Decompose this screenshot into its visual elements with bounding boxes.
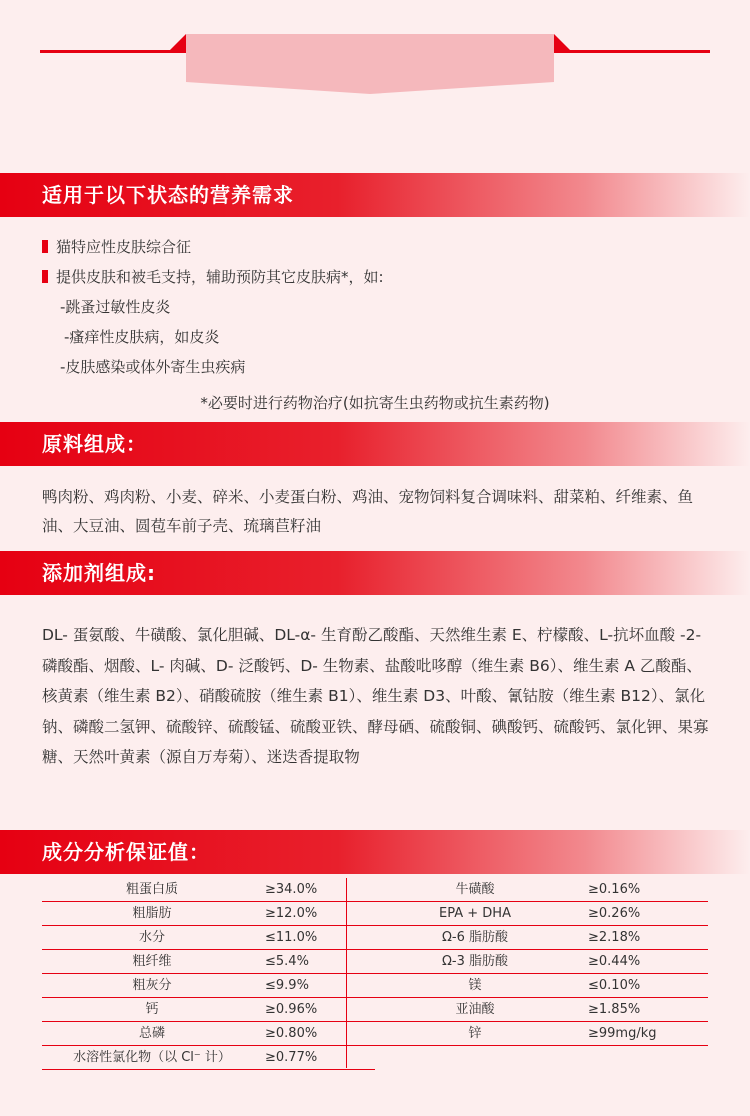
table-row: 牛磺酸 ≥0.16% <box>375 878 708 902</box>
section-title-ingredients: 原料组成： <box>42 432 147 456</box>
table-row: 钙 ≥0.96% <box>42 998 375 1022</box>
table-row: 锌 ≥99mg/kg <box>375 1022 708 1046</box>
additives-text: DL- 蛋氨酸、牛磺酸、氯化胆碱、DL-α- 生育酚乙酸酯、天然维生素 E、柠檬酸、L-抗坏血酸 -2- 磷酸酯、烟酸、L- 肉碱、D- 泛酸钙、D- 生物素、盐酸吡哆醇（维生素 B6）、维生素 A 乙酸酯、核黄素（维生素 B2）、硝酸硫胺（维生素 B1）、维生素 D3、叶酸、氰钴胺（维生素 B12）、氯化钠、磷酸二氢钾、硫酸锌、硫酸锰、硫酸亚铁、酵母硒、硫酸铜、碘酸钙、硫酸钙、氯化钾、果寡糖、天然叶黄素（源自万寿菊）、迷迭香提取物 <box>42 626 709 766</box>
bullet-item: 猫特应性皮肤综合征 <box>42 236 191 257</box>
top-decorative-tab <box>170 32 570 96</box>
section-title-analysis: 成分分析保证值： <box>42 840 210 864</box>
sub-item: -皮肤感染或体外寄生虫疾病 <box>60 358 246 376</box>
section-banner-analysis <box>0 830 750 874</box>
table-row: 粗脂肪 ≥12.0% <box>42 902 375 926</box>
section-banner-additives <box>0 551 750 595</box>
table-row: 水溶性氯化物（以 Cl⁻ 计） ≥0.77% <box>42 1046 375 1070</box>
table-row: 粗灰分 ≤9.9% <box>42 974 375 998</box>
table-row: 水分 ≤11.0% <box>42 926 375 950</box>
ingredients-text: 鸭肉粉、鸡肉粉、小麦、碎米、小麦蛋白粉、鸡油、宠物饲料复合调味料、甜菜粕、纤维素、鱼油、大豆油、圆苞车前子壳、琉璃苣籽油 <box>42 488 694 535</box>
section-banner-suitable <box>0 173 750 217</box>
table-row: 总磷 ≥0.80% <box>42 1022 375 1046</box>
table-row: Ω-6 脂肪酸 ≥2.18% <box>375 926 708 950</box>
bullet-item: 提供皮肤和被毛支持，辅助预防其它皮肤病*，如: <box>42 266 384 287</box>
table-row: 粗纤维 ≤5.4% <box>42 950 375 974</box>
table-row: EPA + DHA ≥0.26% <box>375 902 708 926</box>
sub-item: -瘙痒性皮肤病，如皮炎 <box>64 328 220 346</box>
table-row: 亚油酸 ≥1.85% <box>375 998 708 1022</box>
sub-item: -跳蚤过敏性皮炎 <box>60 298 171 316</box>
table-row: 镁 ≤0.10% <box>375 974 708 998</box>
table-row: Ω-3 脂肪酸 ≥0.44% <box>375 950 708 974</box>
table-row: 粗蛋白质 ≥34.0% <box>42 878 375 902</box>
analysis-table-right <box>375 878 708 1046</box>
medication-note: *必要时进行药物治疗(如抗寄生虫药物或抗生素药物) <box>200 394 550 412</box>
analysis-table-left <box>42 878 375 1070</box>
section-title-additives: 添加剂组成: <box>42 561 156 585</box>
section-banner-ingredients <box>0 422 750 466</box>
red-bullet-marker <box>42 240 48 253</box>
table-column-divider <box>346 878 347 1068</box>
red-bullet-marker <box>42 270 48 283</box>
section-title-suitable: 适用于以下状态的营养需求 <box>42 183 294 207</box>
